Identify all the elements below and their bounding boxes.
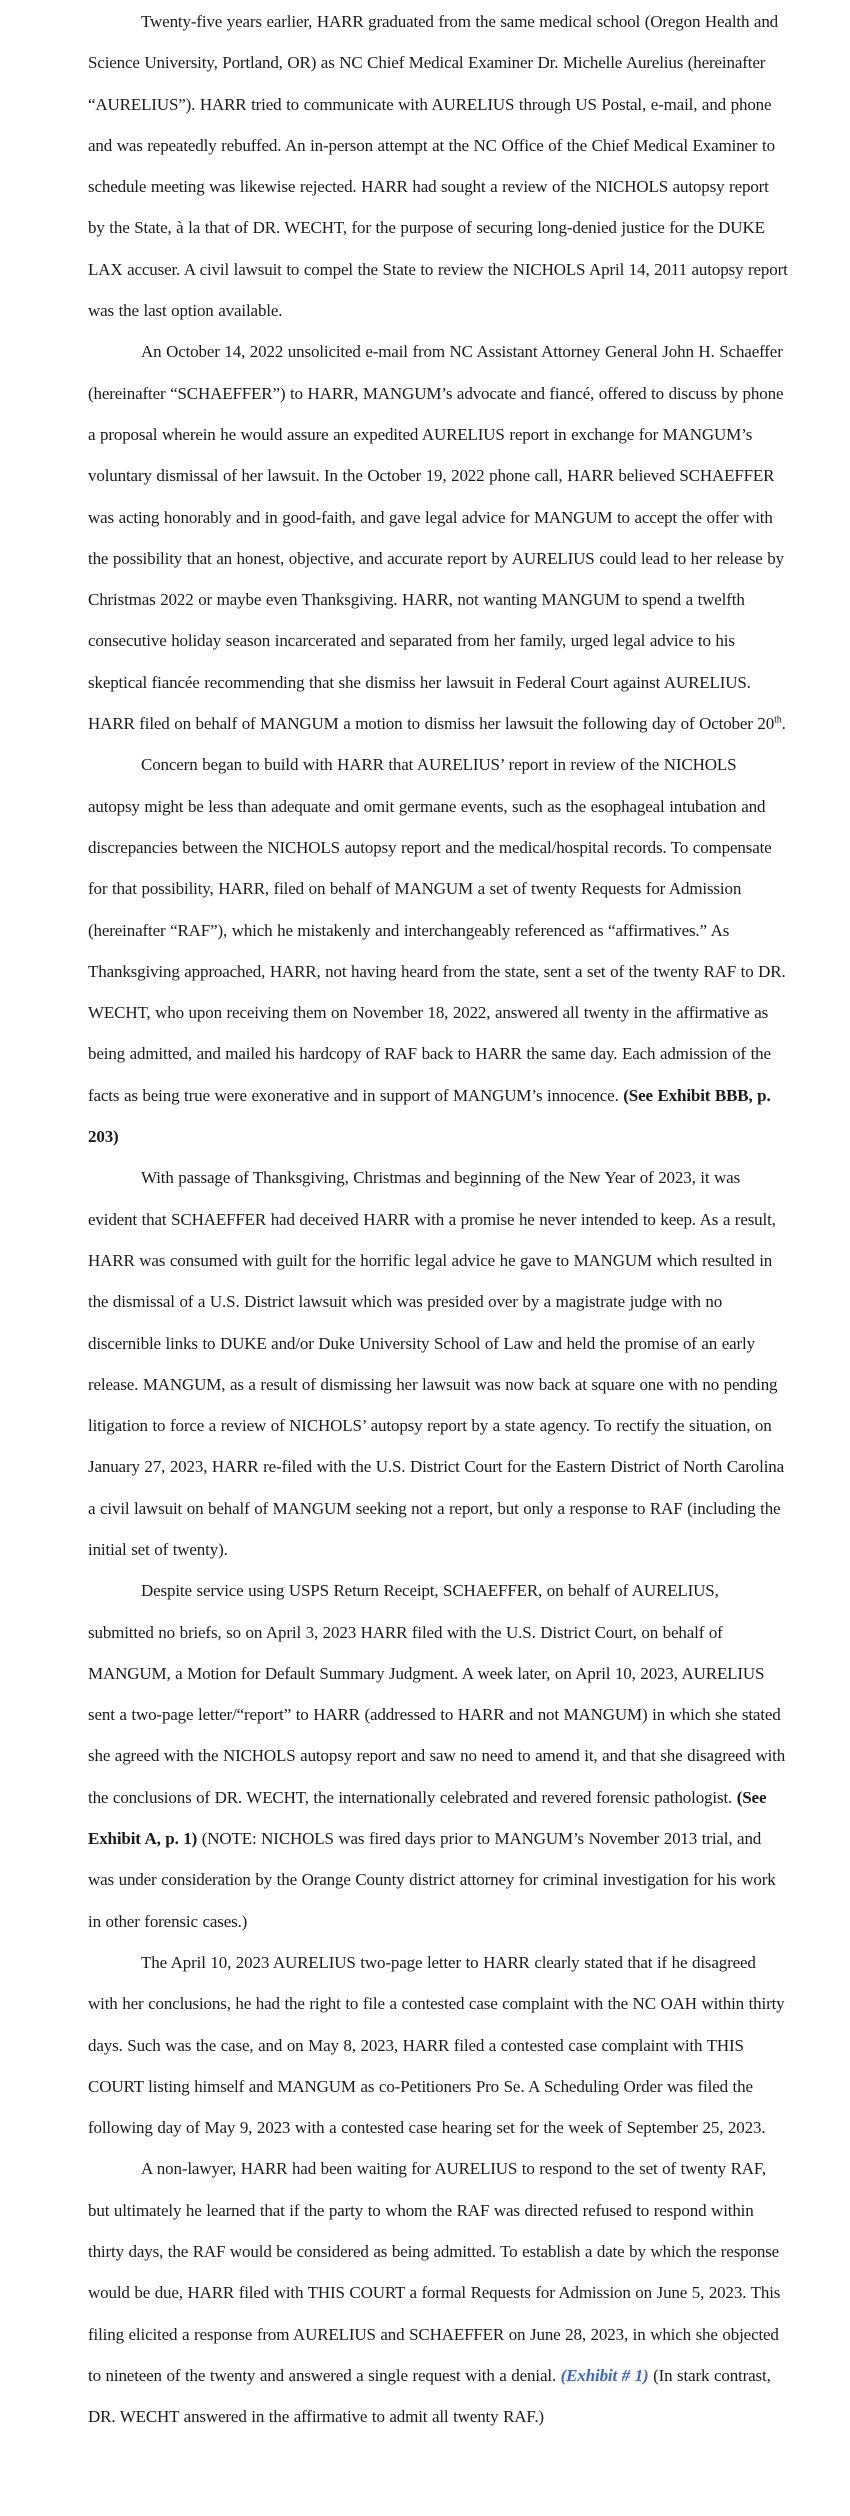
- paragraph-text: An October 14, 2022 unsolicited e-mail from NC Assistant Attorney General John H. Schaeffer (hereinafter “SCHAEFFER”) to HARR, MANGUM’s advocate and fiancé, offered to discuss by phone a proposal wherein he would assure an expedited AURELIUS report in exchange for MANGUM’s voluntary dismissal of her lawsuit. In the October 19, 2022 phone call, HARR believed SCHAEFFER was acting honorably and in good-faith, and gave legal advice for MANGUM to accept the offer with the possibility that an honest, objective, and accurate report by AURELIUS could lead to her release by Christmas 2022 or maybe even Thanksgiving. HARR, not wanting MANGUM to spend a twelfth consecutive holiday season incarcerated and separated from her family, urged legal advice to his skeptical fiancée recommending that she dismiss her lawsuit in Federal Court against AURELIUS. HARR filed on behalf of MANGUM a motion to dismiss her lawsuit the following day of October 20: [88, 342, 784, 734]
- paragraph-text: Despite service using USPS Return Receipt, SCHAEFFER, on behalf of AURELIUS, submitted no briefs, so on April 3, 2023 HARR filed with the U.S. District Court, on behalf of MANGUM, a Motion for Default Summary Judgment. A week later, on April 10, 2023, AURELIUS sent a two-page letter/“report” to HARR (addressed to HARR and not MANGUM) in which she stated she agreed with the NICHOLS autopsy report and saw no need to amend it, and that she disagreed with the conclusions of DR. WECHT, the internationally celebrated and revered forensic pathologist.: [88, 1581, 786, 1807]
- paragraph-text: The April 10, 2023 AURELIUS two-page letter to HARR clearly stated that if he disagreed with her conclusions, he had the right to file a contested case complaint with the NC OAH within thirty days. Such was the case, and on May 8, 2023, HARR filed a contested case complaint with THIS COURT listing himself and MANGUM as co-Petitioners Pro Se. A Scheduling Order was filed the following day of May 9, 2023 with a contested case hearing set for the week of September 25, 2023.: [88, 1952, 785, 2138]
- paragraph-text: A non-lawyer, HARR had been waiting for AURELIUS to respond to the set of twenty RAF, but ultimately he learned that if the party to whom the RAF was directed refused to respond within thirty days, the RAF would be considered as being admitted. To establish a date by which the response would be due, HARR filed with THIS COURT a formal Requests for Admission on June 5, 2023. This filing elicited a response from AURELIUS and SCHAEFFER on June 28, 2023, in which she objected to nineteen of the twenty and answered a single request with a denial.: [88, 2159, 781, 2385]
- document-page: [0, 1, 850, 2438]
- paragraph-schaeffer-email: [88, 331, 788, 744]
- exhibit-1-link[interactable]: (Exhibit # 1): [560, 2365, 649, 2385]
- paragraph-text: Concern began to build with HARR that AURELIUS’ report in review of the NICHOLS autopsy might be less than adequate and omit germane events, such as the esophageal intubation and discrepancies between the NICHOLS autopsy report and the medical/hospital records. To compensate for that possibility, HARR, filed on behalf of MANGUM a set of twenty Requests for Admission (hereinafter “RAF”), which he mistakenly and interchangeably referenced as “affirmatives.” As Thanksgiving approached, HARR, not having heard from the state, sent a set of the twenty RAF to DR. WECHT, who upon receiving them on November 18, 2022, answered all twenty in the affirmative as being admitted, and mailed his hardcopy of RAF back to HARR the same day. Each admission of the facts as being true were exonerative and in support of MANGUM’s innocence.: [88, 755, 786, 1105]
- paragraph-new-year-refiling: [88, 1157, 788, 1570]
- paragraph-contested-case: [88, 1942, 788, 2148]
- paragraph-requests-for-admission: [88, 2148, 788, 2437]
- paragraph-harr-medical-school: [88, 1, 788, 331]
- exhibit-reference-bbb: (See Exhibit BBB, p. 203): [88, 1085, 771, 1147]
- paragraph-tail: (NOTE: NICHOLS was fired days prior to MANGUM’s November 2013 trial, and was under consideration by the Orange County district attorney for criminal investigation for his work in other forensic cases.): [88, 1829, 776, 1931]
- exhibit-reference-a: (See Exhibit A, p. 1): [88, 1787, 767, 1849]
- paragraph-raf-concern: [88, 744, 788, 1157]
- paragraph-text: Twenty-five years earlier, HARR graduated from the same medical school (Oregon Health and Science University, Portland, OR) as NC Chief Medical Examiner Dr. Michelle Aurelius (hereinafter “AURELIUS”). HARR tried to communicate with AURELIUS through US Postal, e-mail, and phone and was repeatedly rebuffed. An in-person attempt at the NC Office of the Chief Medical Examiner to schedule meeting was likewise rejected. HARR had sought a review of the NICHOLS autopsy report by the State, à la that of DR. WECHT, for the purpose of securing long-denied justice for the DUKE LAX accuser. A civil lawsuit to compel the State to review the NICHOLS April 14, 2011 autopsy report was the last option available.: [88, 12, 788, 321]
- paragraph-tail: .: [781, 714, 786, 734]
- paragraph-default-judgment: [88, 1570, 788, 1942]
- paragraph-text: With passage of Thanksgiving, Christmas and beginning of the New Year of 2023, it was evident that SCHAEFFER had deceived HARR with a promise he never intended to keep. As a result, HARR was consumed with guilt for the horrific legal advice he gave to MANGUM which resulted in the dismissal of a U.S. District lawsuit which was presided over by a magistrate judge with no discernible links to DUKE and/or Duke University School of Law and held the promise of an early release. MANGUM, as a result of dismissing her lawsuit was now back at square one with no pending litigation to force a review of NICHOLS’ autopsy report by a state agency. To rectify the situation, on January 27, 2023, HARR re-filed with the U.S. District Court for the Eastern District of North Carolina a civil lawsuit on behalf of MANGUM seeking not a report, but only a response to RAF (including the initial set of twenty).: [88, 1168, 785, 1559]
- paragraph-tail: (In stark contrast, DR. WECHT answered in the affirmative to admit all twenty RAF.): [88, 2365, 771, 2427]
- ordinal-suffix: th: [774, 714, 782, 726]
